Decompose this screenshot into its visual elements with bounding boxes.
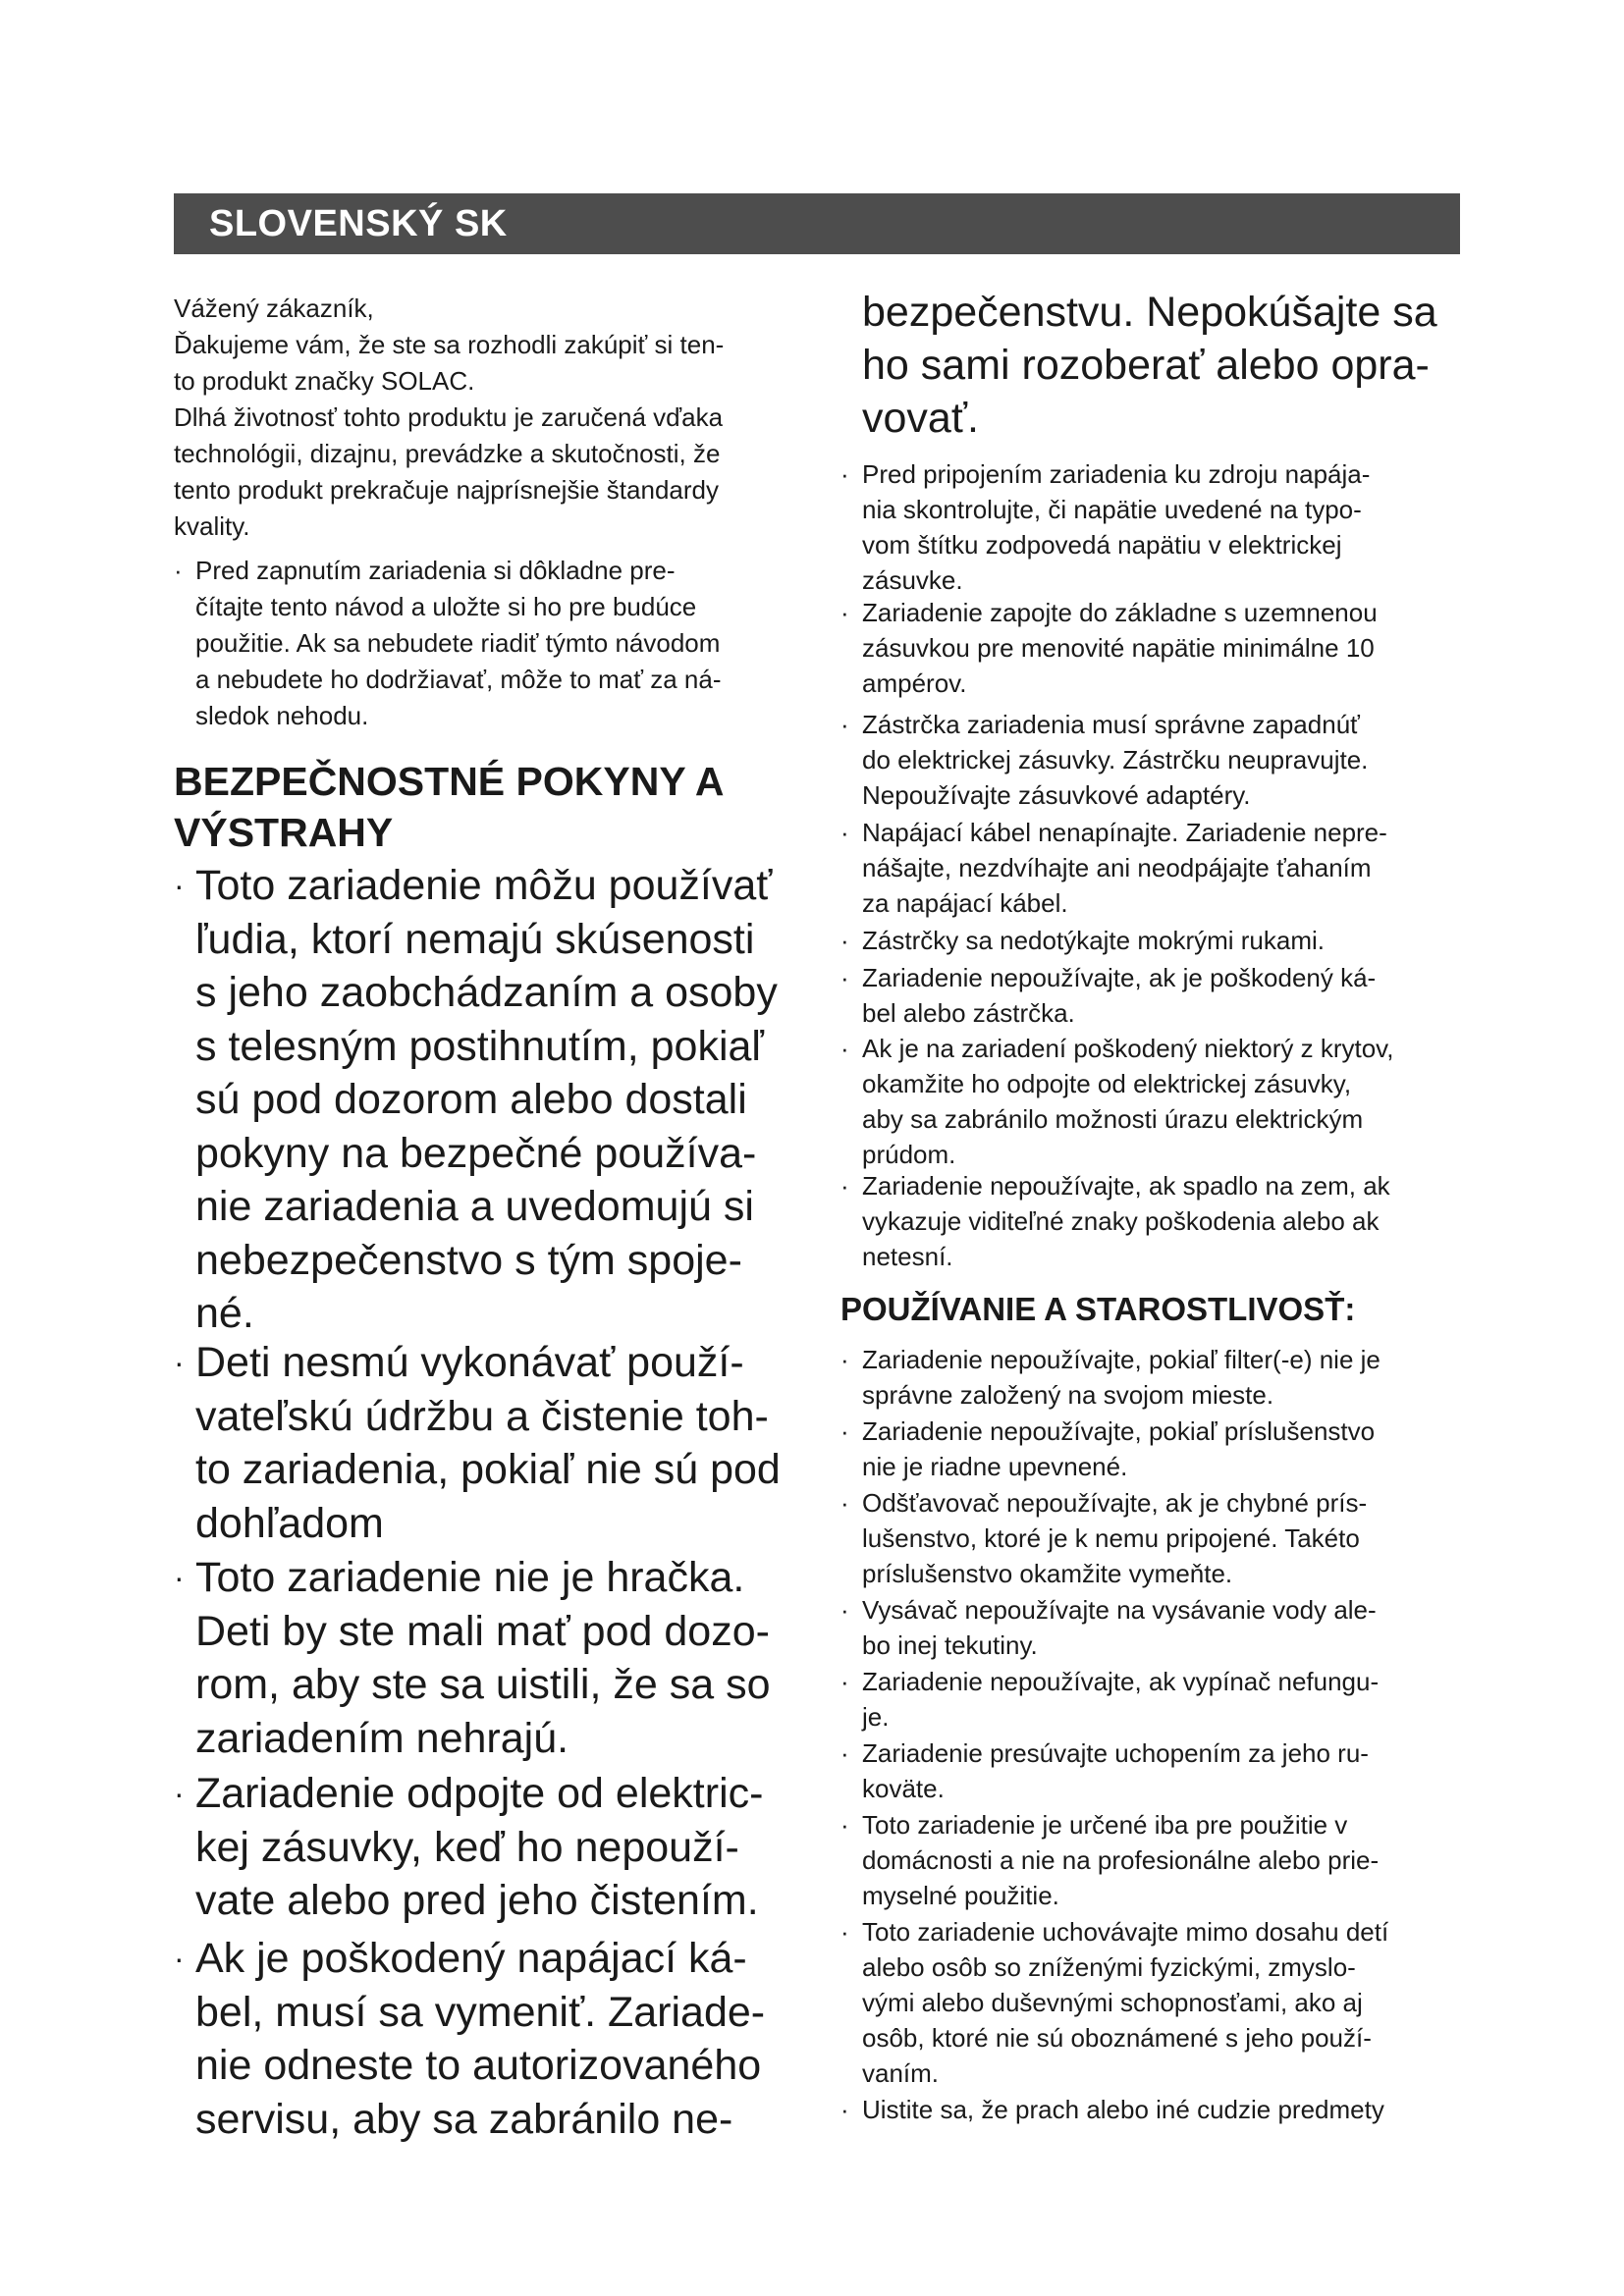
safety-bullet-line: s telesným postihnutím, pokiaľ	[195, 1022, 764, 1070]
safety-bullet-line: Zariadenie zapojte do základne s uzemnenou	[862, 598, 1378, 627]
intro-text-line: to produkt značky SOLAC.	[174, 366, 475, 396]
bullet-marker: ·	[840, 2095, 849, 2124]
intro-bullet-line: sledok nehodu.	[195, 701, 369, 730]
bullet-marker: ·	[840, 963, 849, 992]
safety-bullet-line: okamžite ho odpojte od elektrickej zásuvky,	[862, 1069, 1352, 1098]
safety-bullet-line: ľudia, ktorí nemajú skúsenosti	[195, 915, 755, 963]
bullet-marker: ·	[840, 1171, 849, 1201]
safety-bullet-line: ampérov.	[862, 668, 967, 698]
continued-text-line: ho sami rozoberať alebo opra-	[862, 342, 1430, 389]
bullet-marker: ·	[840, 818, 849, 847]
safety-bullet-line: pokyny na bezpečné používa-	[195, 1129, 757, 1177]
usage-bullet-line: Zariadenie presúvajte uchopením za jeho ru-	[862, 1738, 1369, 1768]
safety-bullet-line: zásuvke.	[862, 565, 963, 595]
intro-text-line: technológii, dizajnu, prevádzke a skutočnosti, že	[174, 439, 721, 468]
usage-bullet-line: Zariadenie nepoužívajte, pokiaľ príslušenstvo	[862, 1416, 1376, 1446]
safety-bullet-line: nia skontrolujte, či napätie uvedené na typo-	[862, 495, 1362, 524]
safety-bullet-line: bel, musí sa vymeniť. Zariade-	[195, 1988, 766, 2036]
intro-text-line: Vážený zákazník,	[174, 294, 374, 323]
safety-bullet-line: dohľadom	[195, 1499, 384, 1547]
usage-bullet-line: lušenstvo, ktoré je k nemu pripojené. Takéto	[862, 1523, 1360, 1553]
section-heading-left: VÝSTRAHY	[174, 810, 394, 855]
intro-bullet-line: použitie. Ak sa nebudete riadiť týmto návodom	[195, 628, 721, 658]
safety-bullet-line: nebezpečenstvo s tým spoje-	[195, 1236, 742, 1284]
intro-text-line: kvality.	[174, 511, 250, 541]
bullet-marker: ·	[840, 1416, 849, 1446]
safety-bullet-line: s jeho zaobchádzaním a osoby	[195, 969, 778, 1016]
safety-bullet-line: Napájací kábel nenapínajte. Zariadenie nepre-	[862, 818, 1387, 847]
usage-bullet-line: príslušenstvo okamžite vymeňte.	[862, 1559, 1233, 1588]
safety-bullet-line: kej zásuvky, keď ho nepouží-	[195, 1823, 739, 1871]
safety-bullet-line: servisu, aby sa zabránilo ne-	[195, 2095, 733, 2143]
language-header: SLOVENSKÝ SK	[174, 193, 1460, 254]
safety-bullet-line: zásuvkou pre menovité napätie minimálne 10	[862, 633, 1375, 663]
section-heading-right: POUŽÍVANIE A STAROSTLIVOSŤ:	[840, 1291, 1356, 1327]
safety-bullet-line: zariadením nehrajú.	[195, 1714, 569, 1762]
usage-bullet-line: nie je riadne upevnené.	[862, 1452, 1128, 1481]
bullet-marker: ·	[840, 926, 849, 955]
bullet-marker: ·	[840, 1034, 849, 1063]
usage-bullet-line: je.	[862, 1702, 890, 1732]
bullet-marker: ·	[840, 598, 849, 627]
bullet-marker: ·	[174, 556, 183, 585]
safety-bullet-line: rom, aby ste sa uistili, že sa so	[195, 1661, 771, 1708]
safety-bullet-line: né.	[195, 1290, 254, 1337]
bullet-marker: ·	[840, 1810, 849, 1840]
safety-bullet-line: sú pod dozorom alebo dostali	[195, 1076, 747, 1123]
safety-bullet-line: Deti by ste mali mať pod dozo-	[195, 1607, 770, 1655]
safety-bullet-line: bel alebo zástrčka.	[862, 998, 1075, 1028]
safety-bullet-line: Zástrčky sa nedotýkajte mokrými rukami.	[862, 926, 1326, 955]
safety-bullet-line: Nepoužívajte zásuvkové adaptéry.	[862, 780, 1251, 810]
usage-bullet-line: Zariadenie nepoužívajte, ak vypínač nefungu-	[862, 1667, 1380, 1696]
safety-bullet-line: Zariadenie nepoužívajte, ak je poškodený ká-	[862, 963, 1377, 992]
safety-bullet-line: vateľskú údržbu a čistenie toh-	[195, 1392, 769, 1440]
bullet-marker: ·	[840, 1345, 849, 1374]
usage-bullet-line: Odšťavovač nepoužívajte, ak je chybné prís-	[862, 1488, 1368, 1518]
safety-bullet-line: Pred pripojením zariadenia ku zdroju napája-	[862, 459, 1371, 489]
intro-text-line: Dlhá životnosť tohto produktu je zaručená vďaka	[174, 402, 724, 432]
continued-text-line: bezpečenstvu. Nepokúšajte sa	[862, 289, 1437, 336]
usage-bullet-line: vými alebo duševnými schopnosťami, ako aj	[862, 1988, 1363, 2017]
bullet-marker: ·	[174, 1560, 185, 1595]
safety-bullet-line: za napájací kábel.	[862, 888, 1068, 918]
intro-bullet-line: a nebudete ho dodržiavať, môže to mať za ná-	[195, 665, 722, 694]
usage-bullet-line: alebo osôb so zníženými fyzickými, zmyslo-	[862, 1952, 1356, 1982]
usage-bullet-line: Uistite sa, že prach alebo iné cudzie predmety	[862, 2095, 1384, 2124]
usage-bullet-line: správne založený na svojom mieste.	[862, 1380, 1274, 1410]
safety-bullet-line: aby sa zabránilo možnosti úrazu elektrickým	[862, 1104, 1364, 1134]
bullet-marker: ·	[174, 868, 185, 903]
bullet-marker: ·	[840, 710, 849, 739]
safety-bullet-line: Toto zariadenie nie je hračka.	[195, 1554, 745, 1601]
safety-bullet-line: nášajte, nezdvíhajte ani neodpájajte ťahaním	[862, 853, 1372, 882]
usage-bullet-line: myselné použitie.	[862, 1881, 1059, 1910]
safety-bullet-line: nie zariadenia a uvedomujú si	[195, 1183, 754, 1230]
usage-bullet-line: Vysávač nepoužívajte na vysávanie vody ale-	[862, 1595, 1377, 1625]
usage-bullet-line: Toto zariadenie uchovávajte mimo dosahu detí	[862, 1917, 1389, 1947]
safety-bullet-line: prúdom.	[862, 1140, 956, 1169]
bullet-marker: ·	[174, 1776, 185, 1811]
usage-bullet-line: Zariadenie nepoužívajte, pokiaľ filter(-e) nie je	[862, 1345, 1380, 1374]
continued-text-line: vovať.	[862, 395, 979, 442]
safety-bullet-line: Ak je na zariadení poškodený niektorý z krytov,	[862, 1034, 1394, 1063]
bullet-marker: ·	[174, 1941, 185, 1976]
safety-bullet-line: do elektrickej zásuvky. Zástrčku neupravujte.	[862, 745, 1369, 774]
usage-bullet-line: domácnosti a nie na profesionálne alebo prie-	[862, 1845, 1380, 1875]
safety-bullet-line: Deti nesmú vykonávať použí-	[195, 1339, 744, 1386]
safety-bullet-line: nie odneste to autorizovaného	[195, 2042, 762, 2089]
safety-bullet-line: Zástrčka zariadenia musí správne zapadnúť	[862, 710, 1360, 739]
safety-bullet-line: to zariadenia, pokiaľ nie sú pod	[195, 1446, 781, 1493]
intro-bullet-line: čítajte tento návod a uložte si ho pre budúce	[195, 592, 697, 621]
usage-bullet-line: Toto zariadenie je určené iba pre použitie v	[862, 1810, 1348, 1840]
safety-bullet-line: vykazuje viditeľné znaky poškodenia alebo ak	[862, 1206, 1380, 1236]
safety-bullet-line: vom štítku zodpovedá napätiu v elektrickej	[862, 530, 1342, 560]
bullet-marker: ·	[174, 1345, 185, 1380]
bullet-marker: ·	[840, 1738, 849, 1768]
safety-bullet-line: Ak je poškodený napájací ká-	[195, 1935, 747, 1982]
intro-text-line: tento produkt prekračuje najprísnejšie štandardy	[174, 475, 719, 505]
bullet-marker: ·	[840, 1595, 849, 1625]
intro-bullet-line: Pred zapnutím zariadenia si dôkladne pre-	[195, 556, 676, 585]
usage-bullet-line: vaním.	[862, 2058, 940, 2088]
safety-bullet-line: Toto zariadenie môžu používať	[195, 862, 773, 909]
bullet-marker: ·	[840, 459, 849, 489]
section-heading-left: BEZPEČNOSTNÉ POKYNY A	[174, 759, 725, 804]
usage-bullet-line: osôb, ktoré nie sú oboznámené s jeho použí-	[862, 2023, 1372, 2053]
bullet-marker: ·	[840, 1667, 849, 1696]
intro-text-line: Ďakujeme vám, že ste sa rozhodli zakúpiť si ten-	[174, 330, 725, 359]
safety-bullet-line: Zariadenie nepoužívajte, ak spadlo na zem, ak	[862, 1171, 1390, 1201]
safety-bullet-line: netesní.	[862, 1242, 953, 1271]
usage-bullet-line: bo inej tekutiny.	[862, 1630, 1038, 1660]
usage-bullet-line: koväte.	[862, 1774, 945, 1803]
safety-bullet-line: Zariadenie odpojte od elektric-	[195, 1770, 764, 1817]
bullet-marker: ·	[840, 1917, 849, 1947]
bullet-marker: ·	[840, 1488, 849, 1518]
safety-bullet-line: vate alebo pred jeho čistením.	[195, 1877, 759, 1924]
